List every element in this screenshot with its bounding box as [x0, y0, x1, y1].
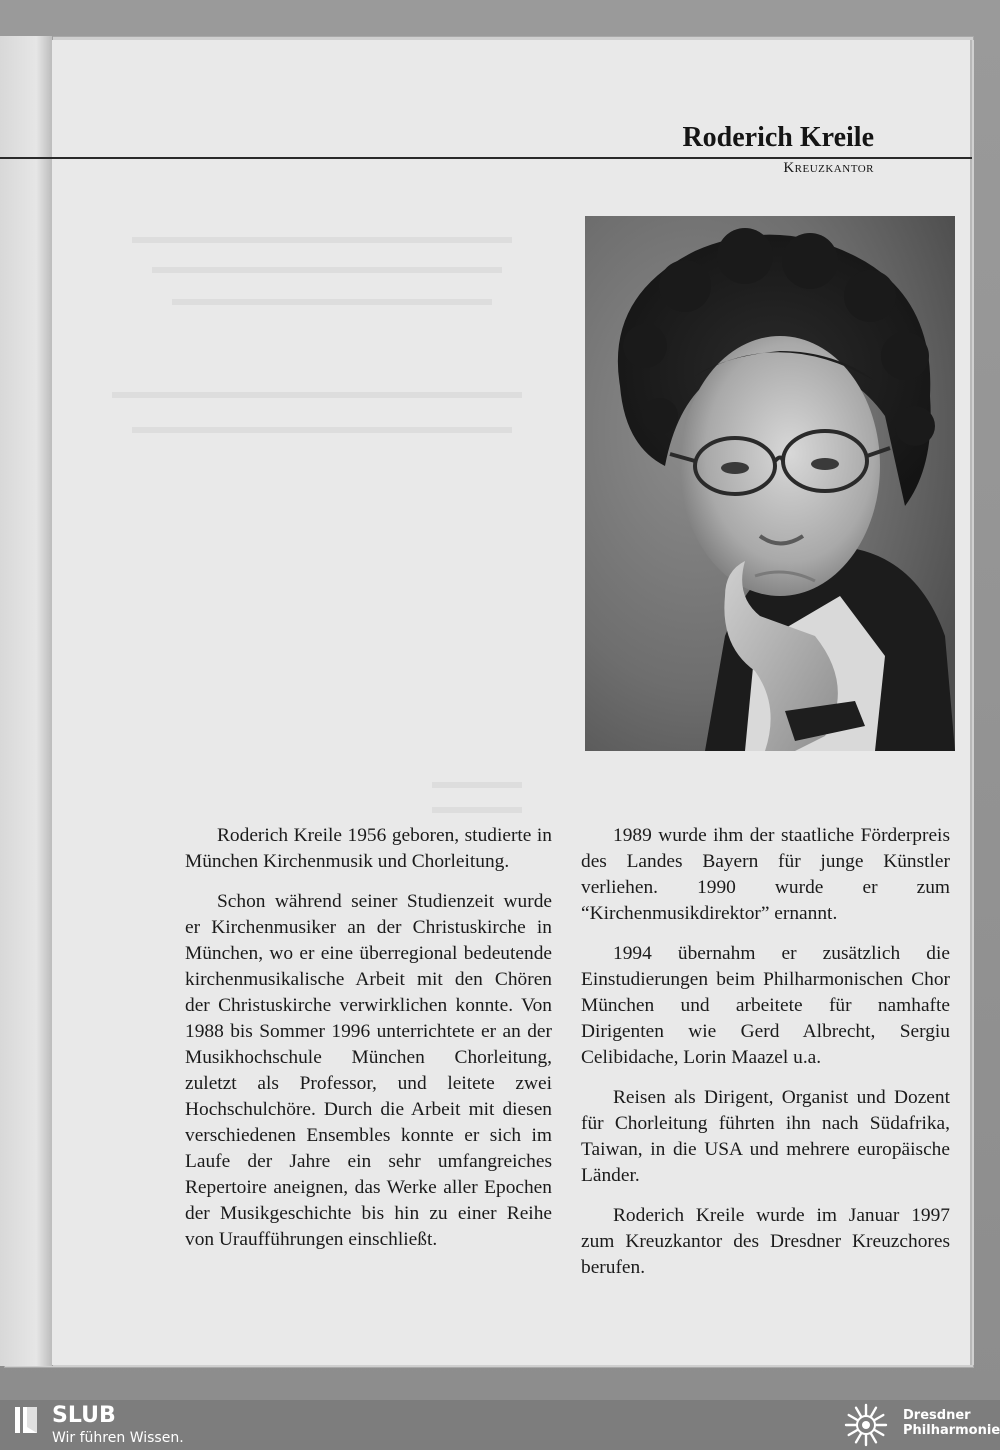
document-page — [52, 40, 970, 1365]
page-title: Roderich Kreile — [682, 122, 874, 153]
dresdner-philharmonie-sunburst-icon[interactable] — [841, 1402, 891, 1448]
partner-name-line2[interactable]: Philharmonie — [903, 1423, 1000, 1438]
slub-tagline: Wir führen Wissen. — [52, 1430, 184, 1446]
biography-right-column — [581, 823, 950, 1295]
left-page-edge — [0, 36, 53, 1366]
slub-book-icon[interactable] — [12, 1405, 42, 1435]
biography-paragraph: Reisen als Dirigent, Organist und Dozent für Chorleitung führten ihn nach Südafrika, Taiwan, in die USA und mehrere europäische Länder. — [581, 1087, 950, 1186]
header-divider — [0, 157, 972, 159]
portrait-photo-icon — [585, 216, 955, 751]
biography-paragraph: 1989 wurde ihm der staatliche Förderpreis des Landes Bayern für junge Künstler verliehen. 1990 wurde er zum “Kirchenmusikdirektor” ernannt. — [581, 825, 950, 924]
page-subtitle: Kreuzkantor — [783, 160, 874, 176]
biography-paragraph: Roderich Kreile wurde im Januar 1997 zum Kreuzkantor des Dresdner Kreuzchores berufen. — [581, 1205, 950, 1278]
biography-paragraph: Roderich Kreile 1956 geboren, studierte in München Kirchenmusik und Chorleitung. — [185, 825, 552, 872]
biography-paragraph: 1994 übernahm er zusätzlich die Einstudierungen beim Philharmonischen Chor München und arbeitete für namhafte Dirigenten wie Gerd Albrecht, Sergiu Celibidache, Lorin Maazel u.a. — [581, 943, 950, 1068]
slub-brand-name[interactable]: SLUB — [52, 1403, 116, 1428]
biography-paragraph: Schon während seiner Studienzeit wurde er Kirchenmusiker an der Christuskirche in München, wo er eine überregional bedeutende kirchenmusikalische Arbeit mit den Chören der Christuskirche verwirklichen konnte. Von 1988 bis Sommer 1996 unterrichtete er an der Musikhochschule München Chorleitung, zuletzt als Professor, und leitete zwei Hochschulchöre. Durch die Arbeit mit diesen verschiedenen Ensembles konnte er sich im Laufe der Jahre ein sehr umfangreiches Repertoire aneignen, das Werke aller Epochen der Musikgeschichte bis hin zu einer Reihe von Uraufführungen einschließt. — [185, 891, 552, 1250]
partner-name-line1[interactable]: Dresdner — [903, 1408, 971, 1423]
biography-left-column — [185, 823, 552, 1267]
